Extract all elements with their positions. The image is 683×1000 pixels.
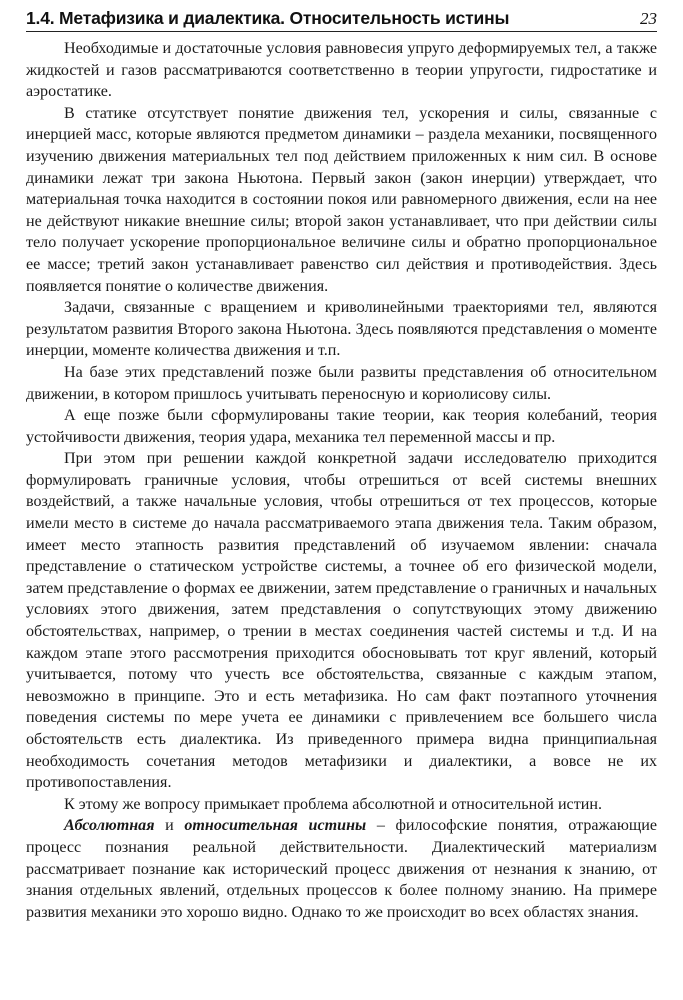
section-title: 1.4. Метафизика и диалектика. Относительность истины (26, 8, 510, 28)
paragraph: Необходимые и достаточные условия равновесия упруго деформируемых тел, а также жидкостей и газов рассматриваются соответственно в теории упругости, гидростатике и аэростатике. (26, 40, 657, 101)
definition-text: – философские понятия, отражающие процесс познания реальной действительности. Диалектический материализм рассматривает познание как исторический процесс движения от незнания к знанию, от знания отдельных явлений, отдельных процессов к более полному знанию. На примере развития механики это хорошо видно. Однако то же происходит во всех областях знания. (26, 817, 657, 921)
term-absolute: Абсолютная (64, 817, 155, 835)
paragraph: В статике отсутствует понятие движения тел, ускорения и силы, связанные с инерцией масс, которые являются предметом динамики – раздела механики, посвященного изучению движения материальных тел под действием приложенных к ним сил. В основе динамики лежат три закона Ньютона. Первый закон (закон инерции) утверждает, что материальная точка находится в состоянии покоя или равномерного движения, если на нее не действуют никакие внешние силы; второй закон устанавливает, что при действии силы тело получает ускорение пропорциональное величине силы и обратно пропорциональное ее массе; третий закон устанавливает равенство сил действия и противодействия. Здесь появляется понятие о количестве движения. (26, 104, 657, 295)
body-text (26, 38, 657, 923)
paragraph: При этом при решении каждой конкретной задачи исследователю приходится формулировать граничные условия, чтобы отрешиться от всей системы внешних воздействий, а также начальные условия, чтобы отрешиться от тех процессов, которые имели место в системе до начала рассматриваемого этапа движения тела. Таким образом, имеет место этапность развития представлений об изучаемом явлении: сначала представление о статическом устройстве системы, а точнее об его физической модели, затем представление о формах ее движении, затем представление о граничных и начальных условиях этого движения, затем представления о сопутствующих этому движению обстоятельствах, например, о трении в местах соединения частей системы и т.д. И на каждом этапе этого рассмотрения приходится обосновывать тот круг явлений, который учитывается, потому что учесть все обстоятельства, связанные с каждым этапом, невозможно в принципе. Это и есть метафизика. Но сам факт поэтапного уточнения поведения системы по мере учета ее динамики с привлечением все большего числа обстоятельств есть диалектика. Из приведенного примера видна принципиальная необходимость сочетания методов метафизики и диалектики, а вовсе не их противопоставления. (26, 450, 657, 792)
paragraph: А еще позже были сформулированы такие теории, как теория колебаний, теория устойчивости движения, теория удара, механика тел переменной массы и пр. (26, 407, 657, 446)
definition-paragraph (26, 815, 657, 923)
paragraph: Задачи, связанные с вращением и криволинейными траекториями тел, являются результатом развития Второго закона Ньютона. Здесь появляются представления о моменте инерции, моменте количества движения и т.п. (26, 299, 657, 360)
running-header (26, 8, 657, 32)
paragraph: К этому же вопросу примыкает проблема абсолютной и относительной истин. (64, 795, 602, 813)
term-relative: относительная истины (184, 817, 367, 835)
page-number: 23 (640, 9, 657, 28)
paragraph: На базе этих представлений позже были развиты представления об относительном движении, в котором пришлось учитывать переносную и кориолисову силы. (26, 363, 657, 403)
term-connector: и (154, 817, 185, 835)
